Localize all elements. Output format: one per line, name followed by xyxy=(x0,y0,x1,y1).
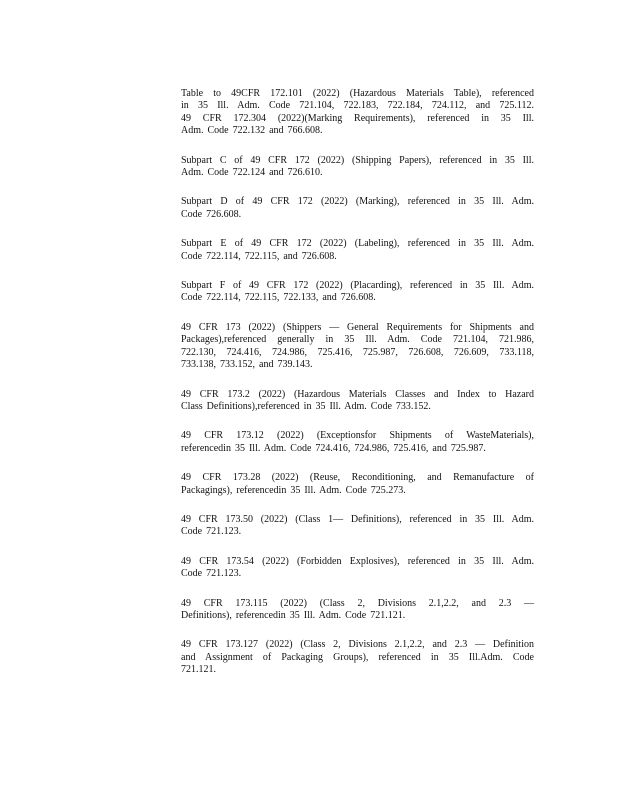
text-line: Code 721.123. xyxy=(181,526,242,538)
reference-paragraph xyxy=(181,322,534,372)
reference-paragraph xyxy=(181,639,534,676)
text-line: in 35 Ill. Adm. Code 721.104, 722.183, 722.184, 724.112, and 725.112. xyxy=(181,100,534,112)
reference-paragraph xyxy=(181,514,534,539)
text-line: Packages),referenced generally in 35 Ill. Adm. Code 721.104, 721.986, xyxy=(181,334,534,346)
text-line: Definitions), referencedin 35 Ill. Adm. Code 721.121. xyxy=(181,609,406,621)
text-line: 49 CFR 172.304 (2022)(Marking Requirements), referenced in 35 Ill. xyxy=(181,112,534,124)
text-line: Class Definitions),referenced in 35 Ill. Adm. Code 733.152. xyxy=(181,400,431,412)
text-line: 733.138, 733.152, and 739.143. xyxy=(181,359,313,371)
reference-paragraph xyxy=(181,238,534,263)
text-line: Subpart E of 49 CFR 172 (2022) (Labeling), referenced in 35 Ill. Adm. xyxy=(181,238,534,250)
reference-paragraph xyxy=(181,196,534,221)
text-line: 49 CFR 173.28 (2022) (Reuse, Reconditioning, and Remanufacture of xyxy=(181,472,534,484)
text-line: 722.130, 724.416, 724.986, 725.416, 725.987, 726.608, 726.609, 733.118, xyxy=(181,346,534,358)
text-line: Code 726.608. xyxy=(181,208,242,220)
reference-paragraph xyxy=(181,472,534,497)
text-line: Subpart C of 49 CFR 172 (2022) (Shipping Papers), referenced in 35 Ill. xyxy=(181,154,534,166)
reference-paragraph xyxy=(181,280,534,305)
document-body xyxy=(181,88,534,694)
text-line: 49 CFR 173.12 (2022) (Exceptionsfor Shipments of WasteMaterials), xyxy=(181,430,534,442)
text-line: Code 721.123. xyxy=(181,568,242,580)
text-line: Code 722.114, 722.115, 722.133, and 726.608. xyxy=(181,292,376,304)
text-line: Packagings), referencedin 35 Ill. Adm. Code 725.273. xyxy=(181,484,406,496)
reference-paragraph xyxy=(181,556,534,581)
text-line: 49 CFR 173.54 (2022) (Forbidden Explosives), referenced in 35 Ill. Adm. xyxy=(181,555,534,567)
text-line: Code 722.114, 722.115, and 726.608. xyxy=(181,250,337,262)
text-line: 49 CFR 173.2 (2022) (Hazardous Materials Classes and Index to Hazard xyxy=(181,388,534,400)
text-line: 49 CFR 173 (2022) (Shippers — General Requirements for Shipments and xyxy=(181,321,534,333)
text-line: referencedin 35 Ill. Adm. Code 724.416, 724.986, 725.416, and 725.987. xyxy=(181,442,486,454)
text-line: 49 CFR 173.50 (2022) (Class 1— Definitions), referenced in 35 Ill. Adm. xyxy=(181,513,534,525)
reference-paragraph xyxy=(181,88,534,138)
text-line: Table to 49CFR 172.101 (2022) (Hazardous Materials Table), referenced xyxy=(181,88,534,99)
text-line: 49 CFR 173.115 (2022) (Class 2, Divisions 2.1,2.2, and 2.3 — xyxy=(181,597,534,609)
reference-paragraph xyxy=(181,430,534,455)
text-line: 49 CFR 173.127 (2022) (Class 2, Divisions 2.1,2.2, and 2.3 — Definition xyxy=(181,639,534,651)
reference-paragraph xyxy=(181,389,534,414)
text-line: Subpart D of 49 CFR 172 (2022) (Marking), referenced in 35 Ill. Adm. xyxy=(181,196,534,208)
text-line: Adm. Code 722.124 and 726.610. xyxy=(181,167,323,179)
reference-paragraph xyxy=(181,155,534,180)
reference-paragraph xyxy=(181,598,534,623)
text-line: Subpart F of 49 CFR 172 (2022) (Placarding), referenced in 35 Ill. Adm. xyxy=(181,280,534,292)
text-line: Adm. Code 722.132 and 766.608. xyxy=(181,125,323,137)
text-line: and Assignment of Packaging Groups), referenced in 35 Ill.Adm. Code xyxy=(181,651,534,663)
text-line: 721.121. xyxy=(181,664,216,676)
